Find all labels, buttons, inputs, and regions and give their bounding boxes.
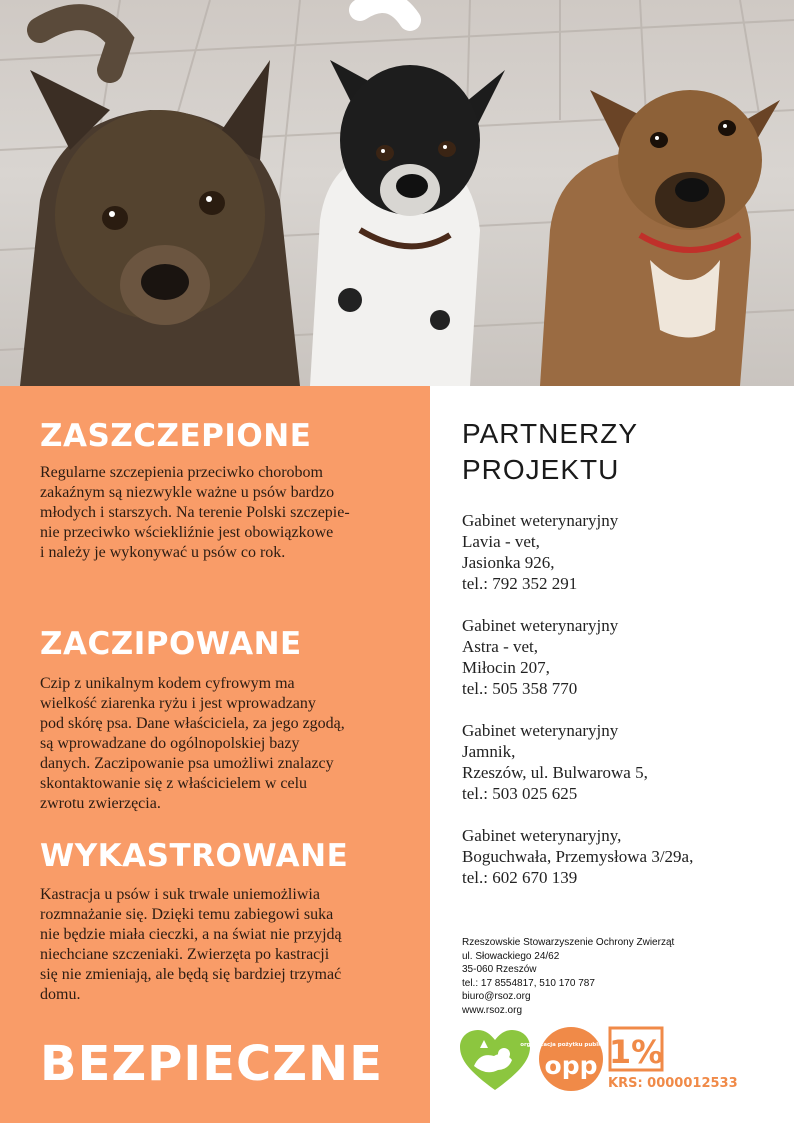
dog-middle [310, 2, 505, 386]
dog-left [20, 17, 300, 386]
heading-neutered: WYKASTROWANE [40, 838, 349, 874]
partners-panel [430, 386, 794, 1123]
vet-entry: Gabinet weterynaryjny Lavia - vet, Jasionka 926, tel.: 792 352 291 [462, 511, 619, 593]
organization-contact: Rzeszowskie Stowarzyszenie Ochrony Zwierząt ul. Słowackiego 24/62 35-060 Rzeszów tel.: 17 8554817, 510 170 787 biuro@rsoz.org www.rsoz.org [462, 937, 675, 1016]
left-info-panel [0, 386, 430, 1123]
opp-logo-icon [520, 1026, 622, 1097]
dogs-photo [0, 0, 794, 386]
one-percent-logo-icon [608, 1026, 664, 1077]
text-vaccinated: Regularne szczepienia przeciwko chorobom zakaźnym są niezwykle ważne u psów bardzo młodych i starszych. Na terenie Polski szczepie- nie przeciwko wściekliźnie jest obowiązkowe i należy je wykonywać u psów co rok. [40, 464, 350, 561]
heading-chipped: ZACZIPOWANE [40, 626, 302, 662]
text-chipped: Czip z unikalnym kodem cyfrowym ma wielkość ziarenka ryżu i jest wprowadzany pod skórę psa. Dane właściciela, za jego zgodą, są wprowadzane do ogólnopolskiej bazy danych. Zaczipowanie psa umożliwi znalazcy skontaktowanie się z właścicielem w celu zwrotu zwierzęcia. [40, 675, 345, 812]
text-neutered: Kastracja u psów i suk trwale uniemożliwia rozmnażanie się. Dzięki temu zabiegowi suka nie będzie miała cieczki, a na świat nie przyjdą niechciane szczeniaki. Zwierzęta po kastracji się nie zmieniają, ale będą się bardziej trzymać domu. [40, 886, 342, 1003]
vet-entry: Gabinet weterynaryjny, Boguchwała, Przemysłowa 3/29a, tel.: 602 670 139 [462, 826, 694, 887]
heart-logo-icon [460, 1030, 530, 1097]
vet-entry: Gabinet weterynaryjny Astra - vet, Miłocin 207, tel.: 505 358 770 [462, 616, 619, 698]
partners-title: PARTNERZY PROJEKTU [462, 418, 638, 485]
logos-row [460, 1026, 790, 1106]
vet-entry: Gabinet weterynaryjny Jamnik, Rzeszów, ul. Bulwarowa 5, tel.: 503 025 625 [462, 721, 648, 803]
opp-small-text: organizacja pożytku publicznego [520, 1042, 622, 1048]
heading-safe: BEZPIECZNE [40, 1036, 383, 1092]
opp-label: opp [544, 1051, 598, 1080]
heading-vaccinated: ZASZCZEPIONE [40, 418, 312, 454]
one-percent-text: 1% [608, 1033, 664, 1071]
krs-number: KRS: 0000012533 [608, 1076, 738, 1091]
dog-right [540, 90, 780, 386]
